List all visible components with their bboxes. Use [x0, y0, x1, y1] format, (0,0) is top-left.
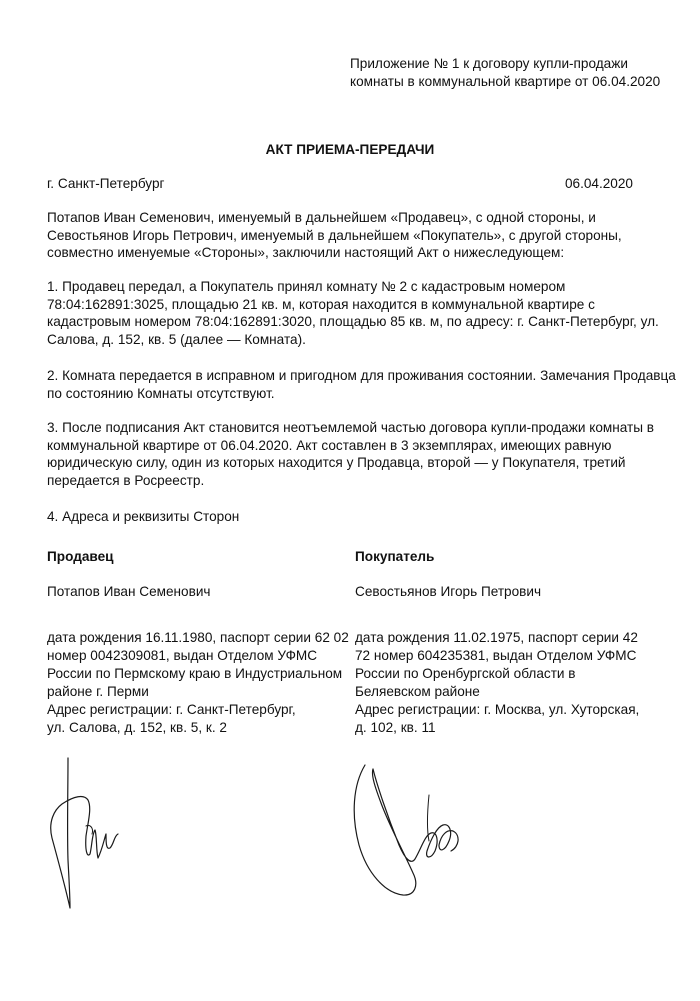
document-title: АКТ ПРИЕМА-ПЕРЕДАЧИ [265, 142, 435, 157]
clause-3-line: юридическую силу, один из которых находится у Продавца, второй — у Покупателя, третий [47, 455, 626, 470]
buyer-signature [345, 755, 475, 905]
buyer-details [355, 629, 639, 737]
buyer-name: Севостьянов Игорь Петрович [355, 584, 542, 599]
intro-line: совместно именуемые «Стороны», заключили настоящий Акт о нижеследующем: [47, 245, 565, 260]
clause-3-line: 3. После подписания Акт становится неотъемлемой частью договора купли-продажи комнаты в [47, 420, 655, 435]
clause-1-line: 78:04:162891:3025, площадью 21 кв. м, которая находится в коммунальной квартире с [47, 296, 595, 312]
clause-1-line: 1. Продавец передал, а Покупатель принял комнату № 2 с кадастровым номером [47, 279, 566, 294]
appendix-line-1: Приложение № 1 к договору купли-продажи [350, 56, 628, 71]
appendix-line-2: комнаты в коммунальной квартире от 06.04.2020 [350, 74, 661, 89]
intro-line: Потапов Иван Семенович, именуемый в дальнейшем «Продавец», с одной стороны, и [47, 210, 596, 225]
seller-detail-line: ул. Салова, д. 152, кв. 5, к. 2 [47, 720, 227, 735]
intro-paragraph [47, 209, 647, 262]
clause-3-line: коммунальной квартире от 06.04.2020. Акт составлен в 3 экземплярах, имеющих равную [47, 437, 612, 453]
buyer-detail-line: России по Оренбургской области в [355, 666, 576, 681]
clause-3-line: передается в Росреестр. [47, 472, 205, 488]
seller-name: Потапов Иван Семенович [47, 584, 211, 599]
clause-4-line: 4. Адреса и реквизиты Сторон [47, 509, 240, 524]
clause-4 [47, 508, 647, 526]
intro-line: Севостьянов Игорь Петрович, именуемый в дальнейшем «Покупатель», с другой стороны, [47, 227, 622, 243]
buyer-detail-line: 72 номер 604235381, выдан Отделом УФМС [355, 648, 637, 663]
clause-2-line: по состоянию Комнаты отсутствуют. [47, 385, 275, 401]
clause-3 [47, 419, 655, 489]
clause-1 [47, 278, 659, 348]
buyer-detail-line: дата рождения 11.02.1975, паспорт серии 42 [355, 630, 638, 645]
seller-detail-line: дата рождения 16.11.1980, паспорт серии 62 02 [47, 630, 349, 645]
buyer-detail-line: Адрес регистрации: г. Москва, ул. Хуторская, [355, 702, 640, 717]
seller-detail-line: номер 0042309081, выдан Отделом УФМС [47, 648, 318, 663]
clause-1-line: кадастровым номером 78:04:162891:3020, площадью 85 кв. м, по адресу: г. Санкт-Петербург, ул. [47, 314, 659, 329]
buyer-detail-line: д. 102, кв. 11 [355, 720, 436, 735]
buyer-heading: Покупатель [355, 549, 435, 564]
buyer-detail-line: Беляевском районе [355, 684, 480, 699]
seller-detail-line: районе г. Перми [47, 684, 149, 699]
seller-detail-line: России по Пермскому краю в Индустриальном [47, 666, 343, 681]
clause-1-line: Салова, д. 152, кв. 5 (далее — Комната). [47, 331, 306, 347]
seller-details [47, 629, 349, 737]
clause-2 [47, 367, 676, 402]
place: г. Санкт-Петербург [47, 176, 165, 191]
seller-detail-line: Адрес регистрации: г. Санкт-Петербург, [47, 702, 296, 717]
seller-heading: Продавец [47, 549, 114, 564]
document-date: 06.04.2020 [564, 176, 633, 191]
appendix-note [350, 55, 670, 91]
seller-signature [40, 750, 130, 915]
clause-2-line: 2. Комната передается в исправном и пригодном для проживания состоянии. Замечания Продавца [47, 368, 676, 383]
